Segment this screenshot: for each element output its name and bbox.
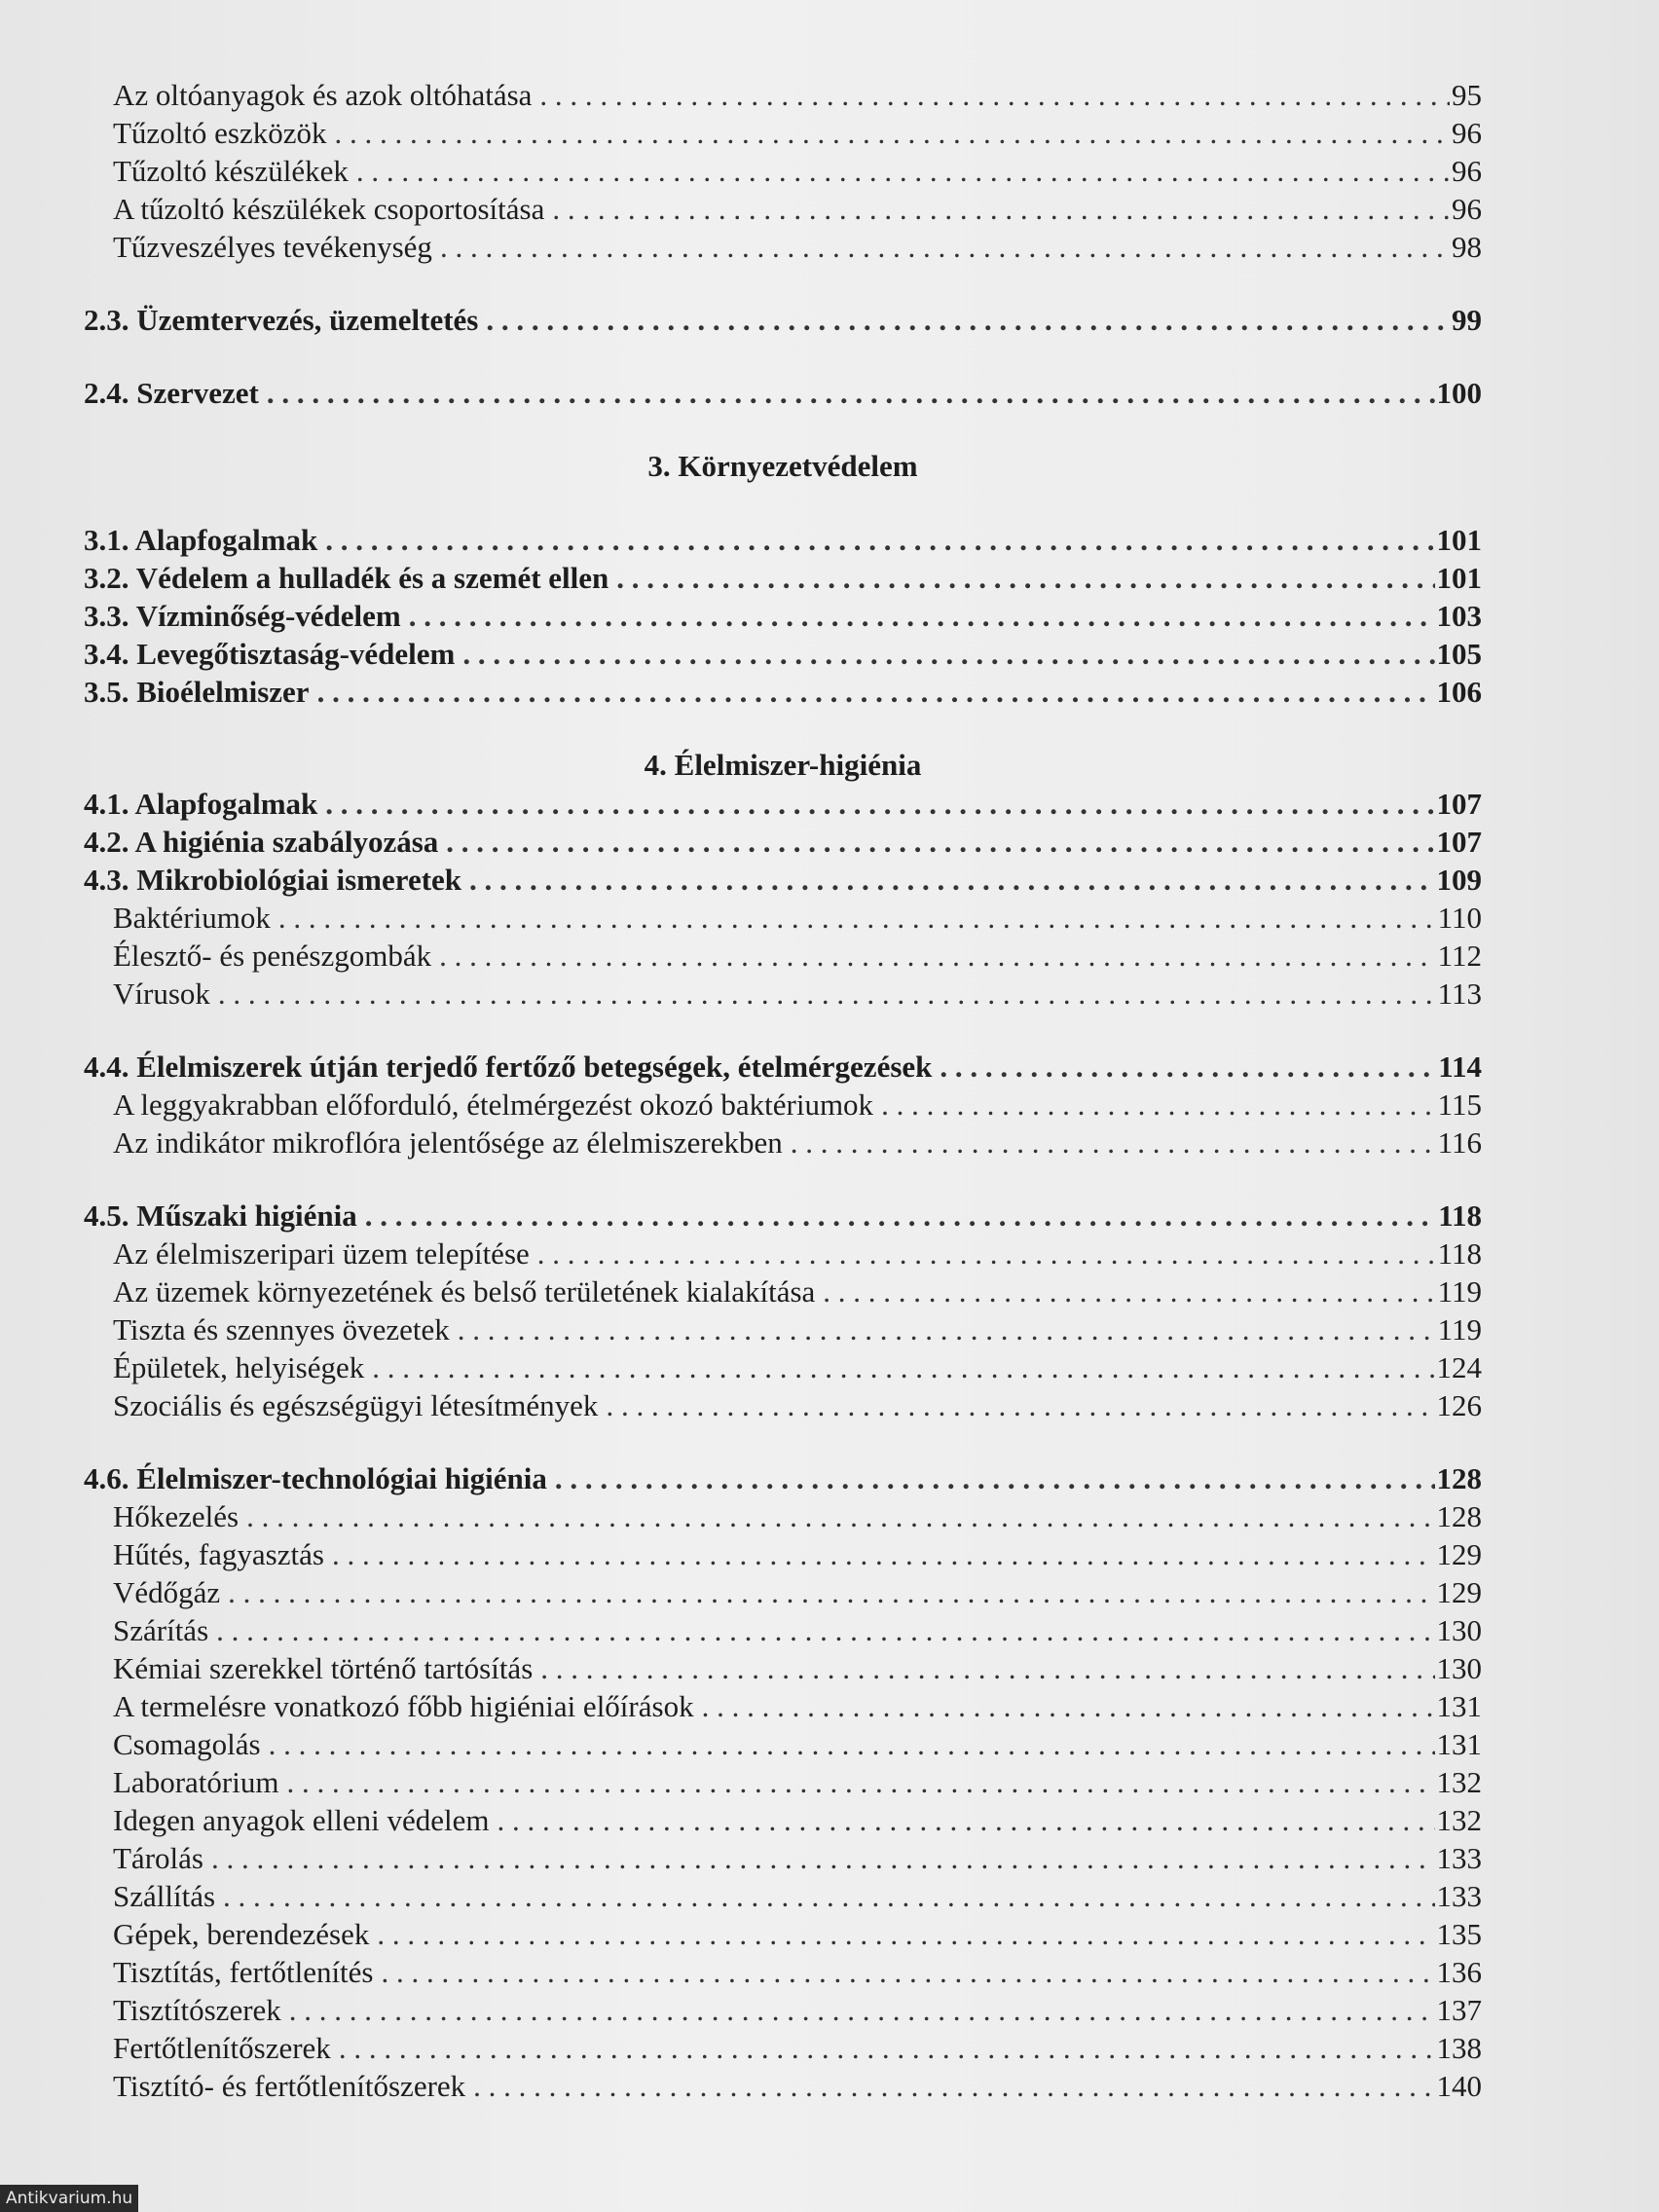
- watermark-label: Antikvarium.hu: [0, 2185, 138, 2212]
- toc-entry: Az indikátor mikroflóra jelentősége az élelmiszerekben . . . 116: [84, 1124, 1482, 1161]
- toc-entry: Az élelmiszeripari üzem telepítése . . . 118: [84, 1235, 1482, 1272]
- toc-entry: Tűzoltó eszközök . . . 96: [84, 114, 1482, 152]
- table-of-contents: [84, 76, 1482, 2105]
- toc-entry: Tárolás . . . 133: [84, 1839, 1482, 1877]
- toc-entry: Kémiai szerekkel történő tartósítás . . . 130: [84, 1649, 1482, 1687]
- toc-section-2-3: 2.3. Üzemtervezés, üzemeltetés . . . 99: [84, 301, 1482, 339]
- toc-entry: Tűzoltó készülékek . . . 96: [84, 152, 1482, 190]
- toc-entry: Élesztő- és penészgombák . . . 112: [84, 937, 1482, 975]
- toc-entry: Szárítás . . . 130: [84, 1611, 1482, 1649]
- toc-entry: Épületek, helyiségek . . . 124: [84, 1348, 1482, 1386]
- toc-entry: Védőgáz . . . 129: [84, 1573, 1482, 1611]
- toc-entry: Szállítás . . . 133: [84, 1877, 1482, 1915]
- toc-entry: Baktériumok . . . 110: [84, 899, 1482, 937]
- chapter-heading-3: 3. Környezetvédelem: [647, 449, 918, 483]
- toc-entry: Vírusok . . . 113: [84, 975, 1482, 1013]
- toc-chapter-4: [84, 785, 1482, 2105]
- toc-entry: Hűtés, fagyasztás . . . 129: [84, 1535, 1482, 1573]
- toc-entry: 4.1. Alapfogalmak . . . 107: [84, 785, 1482, 823]
- toc-entry: A tűzoltó készülékek csoportosítása . . . 96: [84, 190, 1482, 228]
- toc-entry: Az üzemek környezetének és belső területének kialakítása . . . 119: [84, 1272, 1482, 1310]
- toc-section-2-4: 2.4. Szervezet . . . 100: [84, 374, 1482, 412]
- toc-section-4-6: 4.6. Élelmiszer-technológiai higiénia . . . 128: [84, 1459, 1482, 1497]
- toc-entry: Tisztítás, fertőtlenítés . . . 136: [84, 1953, 1482, 1991]
- toc-entry: Fertőtlenítőszerek . . . 138: [84, 2029, 1482, 2067]
- toc-entry: Tűzveszélyes tevékenység . . . 98: [84, 228, 1482, 266]
- toc-entry: 3.2. Védelem a hulladék és a szemét ellen . . . 101: [84, 559, 1482, 597]
- toc-entry: Laboratórium . . . 132: [84, 1763, 1482, 1801]
- toc-entry: 3.1. Alapfogalmak . . . 101: [84, 521, 1482, 559]
- toc-entry: A leggyakrabban előforduló, ételmérgezést okozó baktériumok . . . 115: [84, 1086, 1482, 1124]
- toc-chapter-3: [84, 521, 1482, 711]
- toc-entry: 4.3. Mikrobiológiai ismeretek . . . 109: [84, 861, 1482, 899]
- toc-entry: Hőkezelés . . . 128: [84, 1497, 1482, 1535]
- toc-entry: Tiszta és szennyes övezetek . . . 119: [84, 1310, 1482, 1348]
- toc-entry: 3.5. Bioélelmiszer . . . 106: [84, 673, 1482, 711]
- toc-entry: 3.4. Levegőtisztaság-védelem . . . 105: [84, 635, 1482, 673]
- toc-entry: Csomagolás . . . 131: [84, 1725, 1482, 1763]
- toc-entry: 3.3. Vízminőség-védelem . . . 103: [84, 597, 1482, 635]
- toc-entry: 4.2. A higiénia szabályozása . . . 107: [84, 823, 1482, 861]
- toc-entry: Idegen anyagok elleni védelem . . . 132: [84, 1801, 1482, 1839]
- toc-section-4-5: 4.5. Műszaki higiénia . . . 118: [84, 1197, 1482, 1235]
- toc-entry: Tisztító- és fertőtlenítőszerek . . . 140: [84, 2067, 1482, 2105]
- toc-entry: Szociális és egészségügyi létesítmények . . . 126: [84, 1386, 1482, 1424]
- toc-entry: Az oltóanyagok és azok oltóhatása . . . 95: [84, 76, 1482, 114]
- toc-block-1: [84, 76, 1482, 266]
- toc-entry: Gépek, berendezések . . . 135: [84, 1915, 1482, 1953]
- toc-section-4-4: 4.4. Élelmiszerek útján terjedő fertőző betegségek, ételmérgezések . . . 114: [84, 1048, 1482, 1086]
- toc-entry: A termelésre vonatkozó főbb higiéniai előírások . . . 131: [84, 1687, 1482, 1725]
- chapter-heading-4: 4. Élelmiszer-higiénia: [644, 748, 922, 782]
- toc-entry: Tisztítószerek . . . 137: [84, 1991, 1482, 2029]
